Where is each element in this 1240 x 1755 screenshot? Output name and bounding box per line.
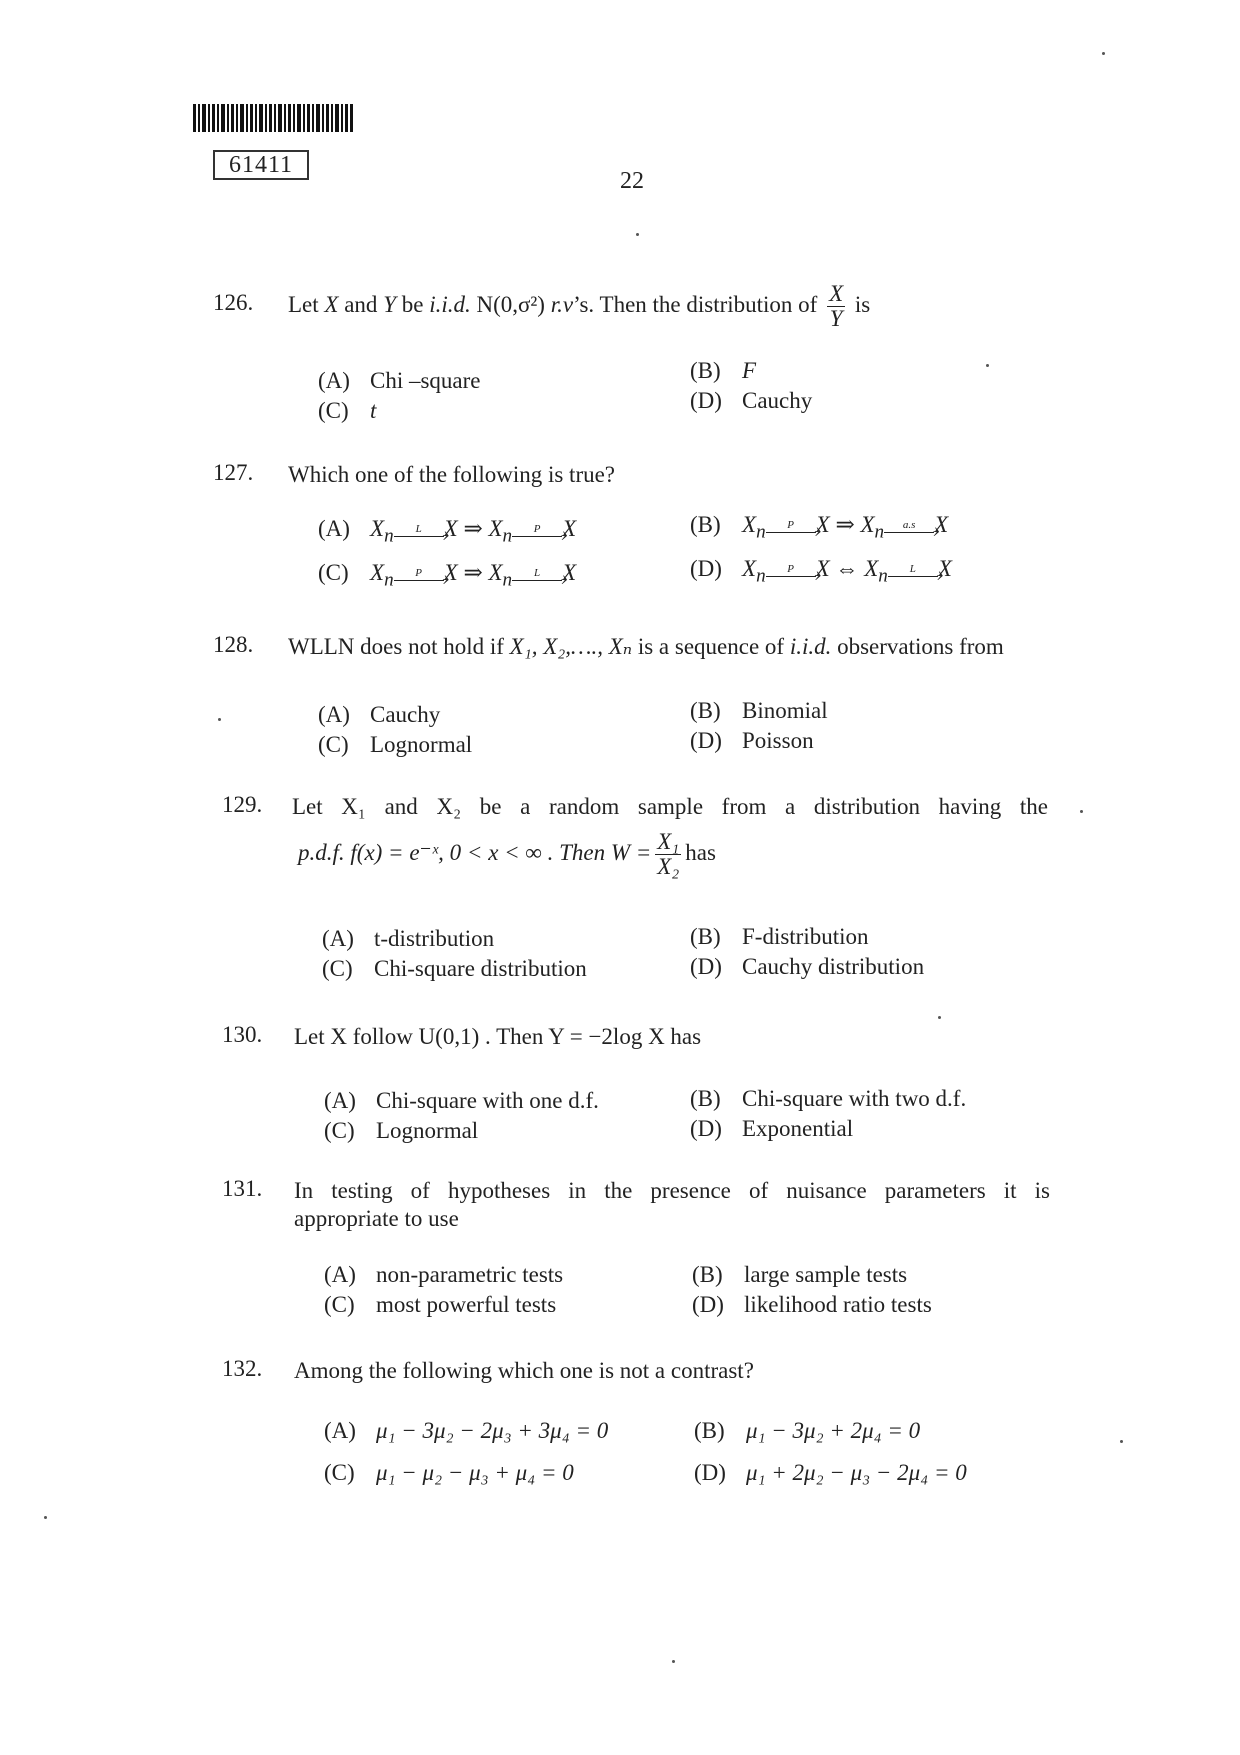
- question-number: 131.: [222, 1176, 263, 1201]
- question-number: 132.: [222, 1356, 263, 1381]
- question-text: Among the following which one is not a contrast?: [294, 1358, 754, 1383]
- option-a: (A) μ₁ − 3μ₂ − 2μ₃ + 3μ₄ = 0: [324, 1418, 609, 1443]
- question-text-line1: In testing of hypotheses in the presence of nuisance parameters it is: [294, 1178, 1050, 1203]
- option-a: (A) Cauchy: [318, 702, 441, 727]
- option-d: (D) $X_n$ P › X ⇔ $X_n$ L › X: [690, 556, 952, 588]
- option-d: (D) likelihood ratio tests: [692, 1292, 932, 1317]
- option-d: (D) Poisson: [690, 728, 814, 753]
- scan-speck: [672, 1660, 675, 1663]
- scan-speck: [44, 1516, 47, 1519]
- scan-speck: [1102, 52, 1105, 55]
- option-d: (D) μ₁ + 2μ₂ − μ₃ − 2μ₄ = 0: [694, 1460, 967, 1485]
- option-c: (C) t: [318, 398, 377, 423]
- option-c: (C) $X_n$ P › X ⇒ $X_n$ L › X: [318, 560, 576, 592]
- scan-speck: [986, 364, 989, 367]
- scan-speck: [1080, 810, 1083, 813]
- fraction-x-over-y: $\frac{X}{Y}$: [829, 281, 844, 331]
- option-c: (C) Chi-square distribution: [322, 956, 587, 981]
- question-131-line2: appropriate to use: [294, 1206, 459, 1231]
- option-c: (C) Lognormal: [324, 1118, 479, 1143]
- option-b: (B) Chi-square with two d.f.: [690, 1086, 967, 1111]
- question-number: 127.: [213, 460, 254, 485]
- question-text-line1: Let X₁ and X₂ be a random sample from a distribution having the: [292, 794, 1048, 819]
- option-a: (A) t-distribution: [322, 926, 495, 951]
- question-text: Let X and Y be i.i.d. N(0,σ²) r.v’s. Then the distribution of $\frac{X}{Y}$ is: [288, 281, 871, 331]
- scan-speck: [938, 1016, 941, 1019]
- question-number: 129.: [222, 792, 263, 817]
- question-text: WLLN does not hold if X₁, X₂,…., Xₙ is a sequence of i.i.d. observations from: [288, 634, 1004, 659]
- option-b: (B) F: [690, 358, 757, 383]
- barcode-image: [193, 104, 353, 132]
- question-number: 126.: [213, 290, 254, 315]
- question-number: 128.: [213, 632, 254, 657]
- scan-speck: [636, 233, 639, 236]
- option-c: (C) μ₁ − μ₂ − μ₃ + μ₄ = 0: [324, 1460, 574, 1485]
- scan-speck: [218, 718, 221, 721]
- option-b: (B) F-distribution: [690, 924, 869, 949]
- option-b: (B) Binomial: [690, 698, 828, 723]
- option-c: (C) most powerful tests: [324, 1292, 557, 1317]
- option-a: (A) Chi-square with one d.f.: [324, 1088, 599, 1113]
- question-129-line2: p.d.f. f(x) = e⁻ˣ, 0 < x < ∞ . Then W = $\frac{\text{X₁}}{\text{X₂}}$ has: [298, 829, 716, 879]
- option-c: (C) Lognormal: [318, 732, 473, 757]
- question-number: 130.: [222, 1022, 263, 1047]
- fraction-x1-over-x2: $\frac{\text{X₁}}{\text{X₂}}$: [657, 829, 680, 879]
- question-text: Which one of the following is true?: [288, 462, 616, 487]
- paper-code-box: 61411: [213, 150, 309, 180]
- option-b: (B) $X_n$ P › X ⇒ $X_n$ a.s › X: [690, 512, 948, 544]
- option-a: (A) $X_n$ L › X ⇒ $X_n$ P › X: [318, 516, 576, 548]
- option-a: (A) non-parametric tests: [324, 1262, 564, 1287]
- page-number: 22: [620, 168, 644, 194]
- option-d: (D) Exponential: [690, 1116, 854, 1141]
- option-b: (B) large sample tests: [692, 1262, 908, 1287]
- question-text: Let X follow U(0,1) . Then Y = −2log X has: [294, 1024, 702, 1049]
- option-b: (B) μ₁ − 3μ₂ + 2μ₄ = 0: [694, 1418, 921, 1443]
- scan-speck: [1120, 1440, 1123, 1443]
- option-d: (D) Cauchy distribution: [690, 954, 925, 979]
- option-a: (A) Chi –square: [318, 368, 481, 393]
- option-d: (D) Cauchy: [690, 388, 813, 413]
